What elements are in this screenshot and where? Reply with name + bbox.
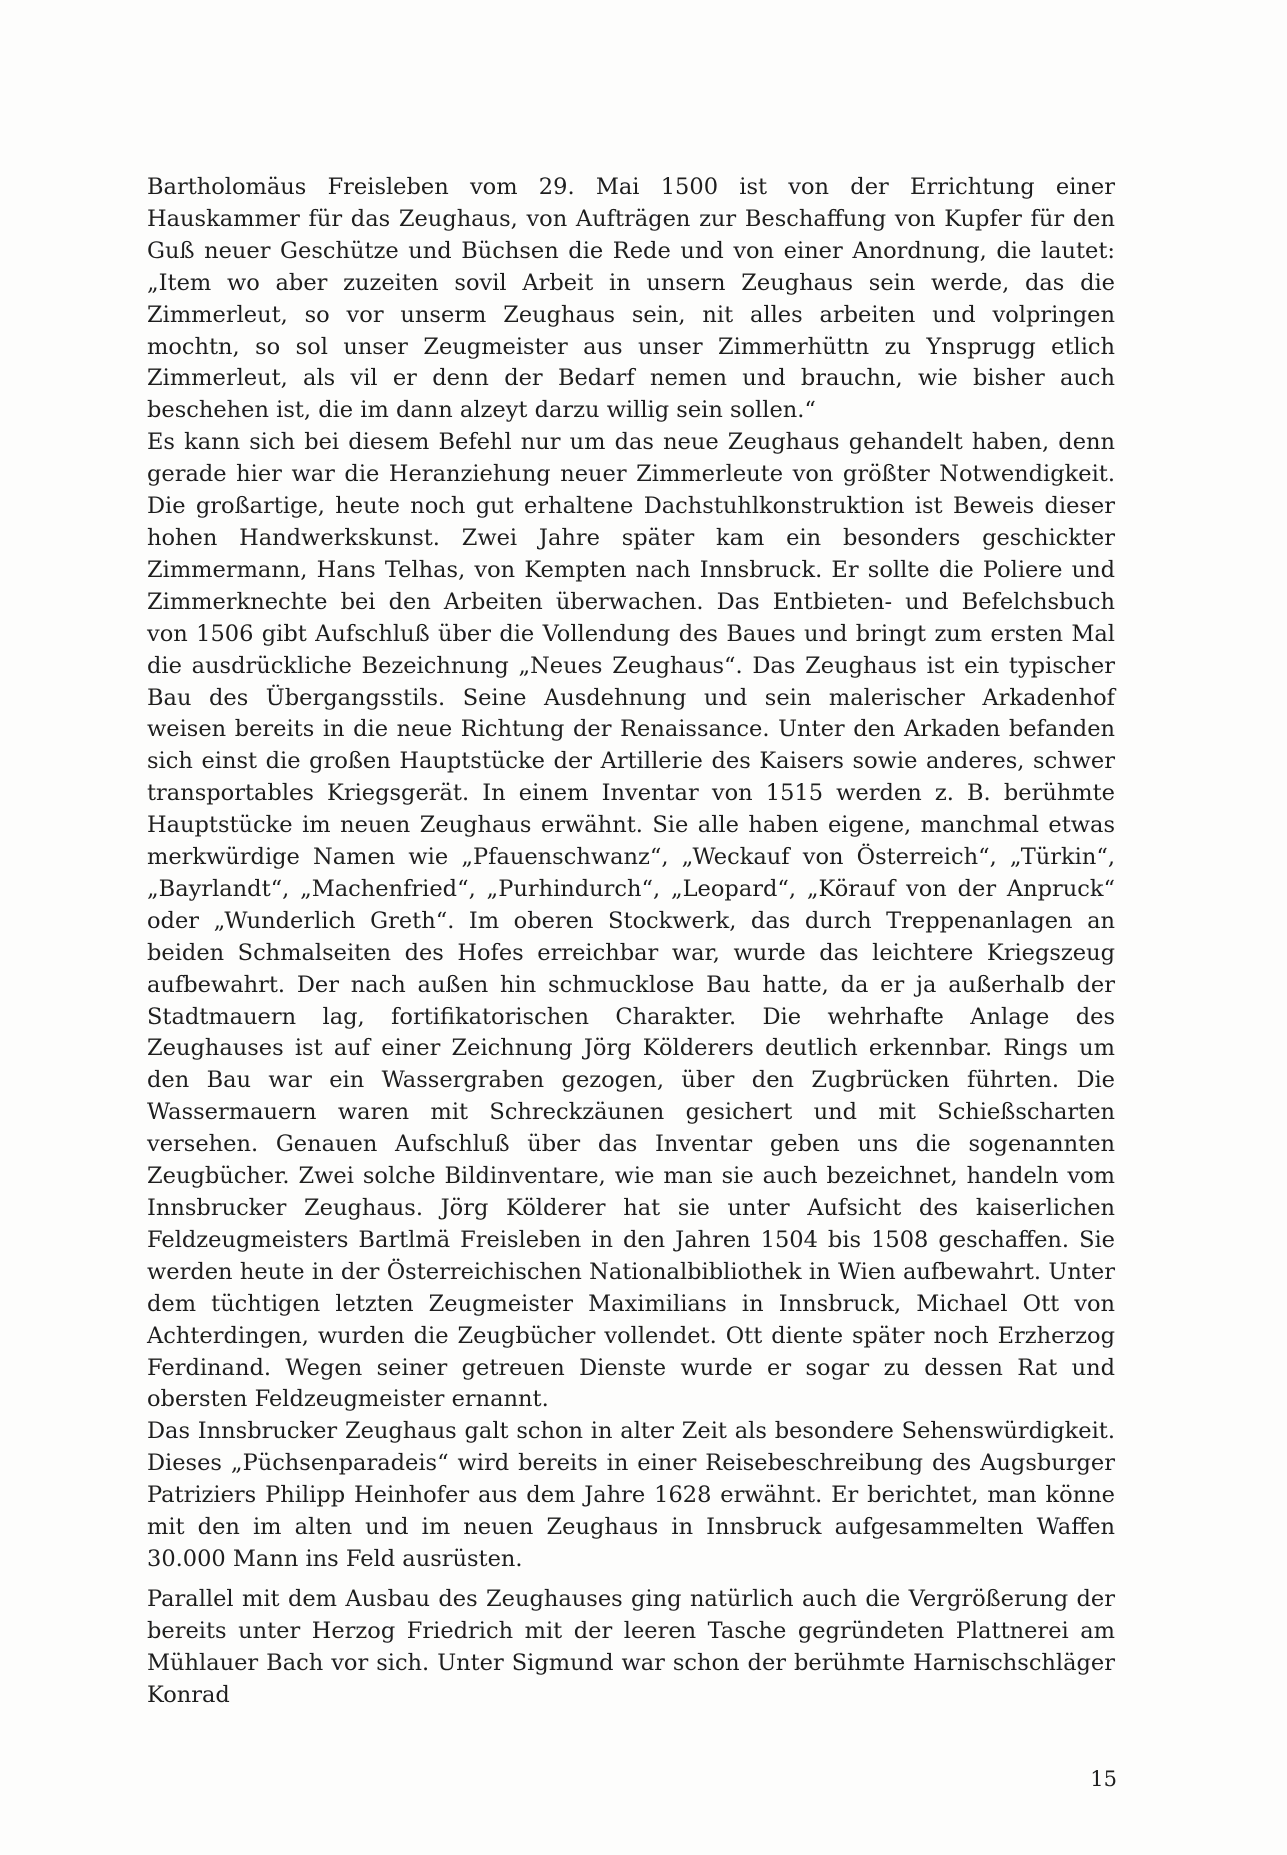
paragraph-freisleben-order: Bartholomäus Freisleben vom 29. Mai 1500 ist von der Errichtung einer Hauskammer für das Zeughaus, von Aufträgen zur Beschaffung von Kupfer für den Guß neuer Geschütze und Büchsen die Rede und von einer Anordnung, die lautet: „Item wo aber zuzeiten sovil Arbeit in unsern Zeughaus sein werde, das die Zimmerleut, so vor unserm Zeughaus sein, nit alles arbeiten und volpringen mochtn, so sol unser Zeugmeister aus unser Zimmerhüttn zu Ynsprugg etlich Zimmerleut, als vil er denn der Bedarf nemen und brauchn, wie bisher auch beschehen ist, die im dann alzeyt darzu willig sein sollen.“ (147, 174, 1115, 424)
paragraph-new-arsenal: Es kann sich bei diesem Befehl nur um das neue Zeughaus gehandelt haben, denn gerade hier war die Heranziehung neuer Zimmerleute von größter Notwendigkeit. Die großartige, heute noch gut erhaltene Dachstuhlkonstruktion ist Beweis dieser hohen Handwerkskunst. Zwei Jahre später kam ein besonders geschickter Zimmermann, Hans Telhas, von Kempten nach Innsbruck. Er sollte die Poliere und Zimmerknechte bei den Arbeiten überwachen. Das Entbieten- und Befelchsbuch von 1506 gibt Aufschluß über die Vollendung des Baues und bringt zum ersten Mal die ausdrückliche Bezeichnung „Neues Zeughaus“. Das Zeughaus ist ein typischer Bau des Übergangsstils. Seine Ausdehnung und sein malerischer Arkadenhof weisen bereits in die neue Richtung der Renaissance. Unter den Arkaden befanden sich einst die großen Hauptstücke der Artillerie des Kaisers sowie anderes, schwer transportables Kriegsgerät. In einem Inventar von 1515 werden z. B. berühmte Hauptstücke im neuen Zeughaus erwähnt. Sie alle haben eigene, manchmal etwas merkwürdige Namen wie „Pfauenschwanz“, „Weckauf von Österreich“, „Türkin“, „Bayrlandt“, „Machenfried“, „Purhindurch“, „Leopard“, „Körauf von der Anpruck“ oder „Wunderlich Greth“. Im oberen Stockwerk, das durch Treppenanlagen an beiden Schmalseiten des Hofes erreichbar war, wurde das leichtere Kriegszeug aufbewahrt. Der nach außen hin schmucklose Bau hatte, da er ja außerhalb der Stadtmauern lag, fortifikatorischen Charakter. Die wehrhafte Anlage des Zeughauses ist auf einer Zeichnung Jörg Kölderers deutlich erkennbar. Rings um den Bau war ein Wassergraben gezogen, über den Zugbrücken führten. Die Wassermauern waren mit Schreckzäunen gesichert und mit Schießscharten versehen. Genauen Aufschluß über das Inventar geben uns die sogenannten Zeugbücher. Zwei solche Bildinventare, wie man sie auch bezeichnet, handeln vom Innsbrucker Zeughaus. Jörg Kölderer hat sie unter Aufsicht des kaiserlichen Feldzeugmeisters Bartlmä Freisleben in den Jahren 1504 bis 1508 geschaffen. Sie werden heute in der Österreichischen Nationalbibliothek in Wien aufbewahrt. Unter dem tüchtigen letzten Zeugmeister Maximilians in Innsbruck, Michael Ott von Achterdingen, wurden die Zeugbücher vollendet. Ott diente später noch Erzherzog Ferdinand. Wegen seiner getreuen Dienste wurde er sogar zu dessen Rat und obersten Feldzeugmeister ernannt. (147, 429, 1115, 1413)
paragraph-sightseeing: Das Innsbrucker Zeughaus galt schon in alter Zeit als besondere Sehenswürdigkeit. Dieses „Püchsenparadeis“ wird bereits in einer Reisebeschreibung des Augsburger Patriziers Philipp Heinhofer aus dem Jahre 1628 erwähnt. Er berichtet, man könne mit den im alten und im neuen Zeughaus in Innsbruck aufgesammelten Waffen 30.000 Mann ins Feld ausrüsten. (147, 1418, 1115, 1572)
paragraph-plattnerei: Parallel mit dem Ausbau des Zeughauses ging natürlich auch die Vergrößerung der bereits unter Herzog Friedrich mit der leeren Tasche gegründeten Plattnerei am Mühlauer Bach vor sich. Unter Sigmund war schon der berühmte Harnischschläger Konrad (147, 1585, 1115, 1708)
page-number: 15 (1090, 1767, 1117, 1791)
body-text (147, 172, 1115, 1712)
